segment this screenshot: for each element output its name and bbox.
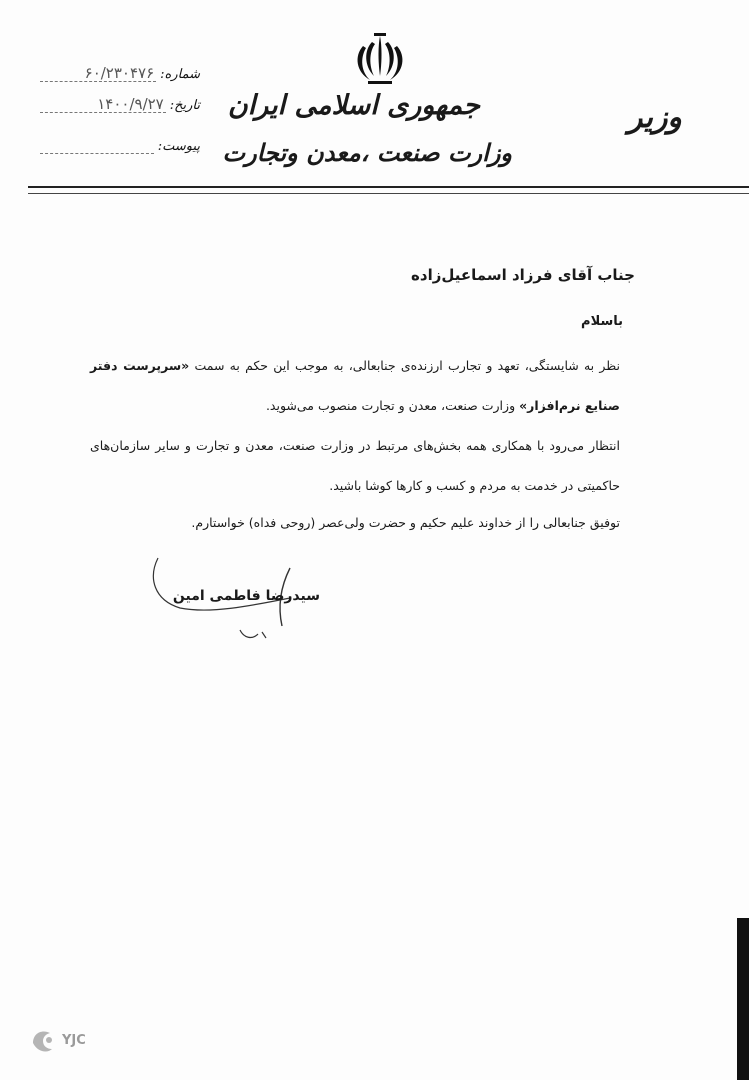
national-emblem-icon xyxy=(348,32,412,86)
yjc-logo-icon xyxy=(28,1025,58,1055)
paragraph-expectation: انتظار می‌رود با همکاری همه بخش‌های مرتبط در وزارت صنعت، معدن و تجارت و سایر سازمان‌های حاکمیتی در خدمت به مردم و کسب و کارها کوشا باشید. xyxy=(90,438,620,493)
header-divider xyxy=(28,186,749,194)
minister-title: وزیر xyxy=(628,100,682,135)
signatory-name: سیدرضا فاطمی امین xyxy=(172,588,320,604)
attachment-value xyxy=(40,153,154,154)
attachment-label: پیوست: xyxy=(157,139,200,154)
paragraph-appointment xyxy=(90,346,620,426)
letter-number-label: شماره: xyxy=(160,67,200,82)
paragraph-appointment-part1: نظر به شایستگی، تعهد و تجارب ارزنده‌ی جنابعالی، به موجب این حکم به سمت xyxy=(189,358,620,373)
paragraph-appointment-part2: وزارت صنعت، معدن و تجارت منصوب می‌شوید. xyxy=(265,398,520,413)
letter-date-row xyxy=(40,93,200,113)
letter-date-value: ۱۴۰۰/۹/۲۷ xyxy=(40,96,166,113)
appointment-position: «سرپرست دفتر صنایع نرم‌افزار» xyxy=(90,358,620,413)
scan-edge-mark xyxy=(737,918,749,1080)
watermark xyxy=(28,1020,118,1060)
watermark-text: YJC xyxy=(62,1032,86,1048)
letter-number-row xyxy=(40,62,200,82)
republic-name: جمهوری اسلامی ایران xyxy=(227,90,480,121)
addressee: جناب آقای فرزاد اسماعیل‌زاده xyxy=(411,266,635,284)
letter-date-label: تاریخ: xyxy=(169,98,200,113)
greeting: باسلام xyxy=(581,314,623,329)
paragraph-closing: توفیق جنابعالی را از خداوند علیم حکیم و حضرت ولی‌عصر (روحی فداه) خواستارم. xyxy=(191,515,620,530)
attachment-row xyxy=(40,134,200,154)
letter-number-value: ۶۰/۲۳۰۴۷۶ xyxy=(40,65,156,82)
ministry-name: وزارت صنعت ،معدن وتجارت xyxy=(222,138,512,167)
